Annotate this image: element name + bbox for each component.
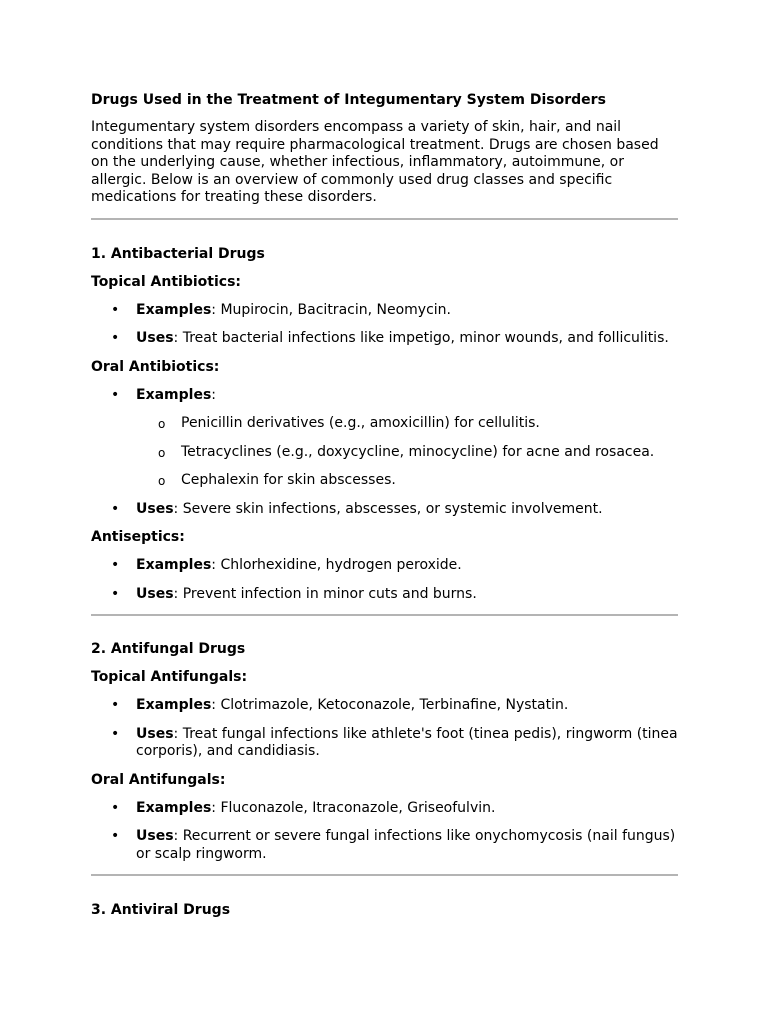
bullet-icon: • (111, 500, 120, 517)
bullet-icon: • (111, 301, 120, 318)
uses-text: : Treat fungal infections like athlete's foot (tinea pedis), ringworm (tinea corporis), and candidiasis. (136, 725, 678, 759)
examples-text: : Chlorhexidine, hydrogen peroxide. (211, 557, 462, 573)
sub-list-item (91, 444, 678, 462)
list-item (91, 557, 678, 575)
uses-label: Uses (136, 500, 174, 517)
list-item (91, 726, 678, 761)
examples-text: : Clotrimazole, Ketoconazole, Terbinafine, Nystatin. (211, 697, 569, 713)
examples-text: : (211, 386, 216, 403)
document-content (91, 0, 678, 919)
list-item (91, 800, 678, 818)
bullet-icon: • (111, 828, 120, 844)
list-item (91, 387, 678, 490)
sub-list-item (91, 415, 678, 433)
subheading-antiseptics: Antiseptics: (91, 529, 185, 545)
list-item (91, 330, 678, 348)
uses-text: : Prevent infection in minor cuts and burns. (173, 585, 477, 602)
list-item (91, 828, 678, 863)
document-title: Drugs Used in the Treatment of Integumentary System Disorders (91, 92, 606, 108)
intro-paragraph: Integumentary system disorders encompass a variety of skin, hair, and nail conditions that may require pharmacological treatment. Drugs are chosen based on the underlying cause, whether infectious, inflammatory, autoimmune, or allergic. Below is an overview of commonly used drug classes and specific medications for treating these disorders. (91, 119, 659, 205)
subheading-topical-antifungals: Topical Antifungals: (91, 669, 248, 685)
subheading-oral-antifungals: Oral Antifungals: (91, 771, 226, 788)
list-item (91, 302, 678, 320)
examples-label: Examples (136, 697, 212, 713)
bullet-icon: • (111, 386, 120, 403)
list-topical-antibiotics (91, 302, 678, 348)
examples-label: Examples (136, 799, 212, 816)
list-topical-antifungals (91, 697, 678, 761)
uses-text: : Severe skin infections, abscesses, or systemic involvement. (173, 500, 603, 517)
list-oral-antifungals (91, 800, 678, 864)
subheading-topical-antibiotics: Topical Antibiotics: (91, 273, 242, 290)
bullet-icon: • (111, 557, 120, 573)
list-item (91, 697, 678, 715)
uses-text: : Treat bacterial infections like impetigo, minor wounds, and folliculitis. (173, 330, 669, 346)
divider (91, 874, 678, 876)
bullet-icon: • (111, 697, 120, 713)
uses-label: Uses (136, 828, 174, 844)
uses-text: : Recurrent or severe fungal infections like onychomycosis (nail fungus) or scalp ringworm. (136, 828, 676, 862)
list-antiseptics (91, 557, 678, 603)
sub-item-text: Tetracyclines (e.g., doxycycline, minocycline) for acne and rosacea. (181, 443, 655, 460)
sub-item-text: Penicillin derivatives (e.g., amoxicillin) for cellulitis. (181, 415, 540, 431)
sub-list-item (91, 472, 678, 490)
examples-label: Examples (136, 386, 212, 403)
bullet-icon: • (111, 725, 120, 742)
list-item (91, 501, 678, 519)
section-title-antibacterial: 1. Antibacterial Drugs (91, 245, 265, 262)
uses-label: Uses (136, 585, 174, 602)
bullet-icon: • (111, 330, 120, 346)
circle-bullet-icon: o (158, 474, 166, 488)
examples-text: : Fluconazole, Itraconazole, Griseofulvin. (211, 799, 496, 816)
examples-label: Examples (136, 301, 212, 318)
bullet-icon: • (111, 799, 120, 816)
sub-item-text: Cephalexin for skin abscesses. (181, 472, 396, 488)
divider (91, 218, 678, 220)
list-item (91, 586, 678, 604)
bullet-icon: • (111, 585, 120, 602)
circle-bullet-icon: o (158, 417, 166, 431)
examples-label: Examples (136, 557, 212, 573)
divider (91, 614, 678, 616)
section-title-antifungal: 2. Antifungal Drugs (91, 641, 246, 657)
list-oral-antibiotics (91, 387, 678, 519)
sublist-oral-antibiotics (91, 415, 678, 490)
subheading-oral-antibiotics: Oral Antibiotics: (91, 358, 220, 375)
examples-text: : Mupirocin, Bacitracin, Neomycin. (211, 301, 451, 318)
uses-label: Uses (136, 725, 174, 742)
uses-label: Uses (136, 330, 174, 346)
section-title-antiviral: 3. Antiviral Drugs (91, 902, 231, 918)
circle-bullet-icon: o (158, 445, 166, 460)
